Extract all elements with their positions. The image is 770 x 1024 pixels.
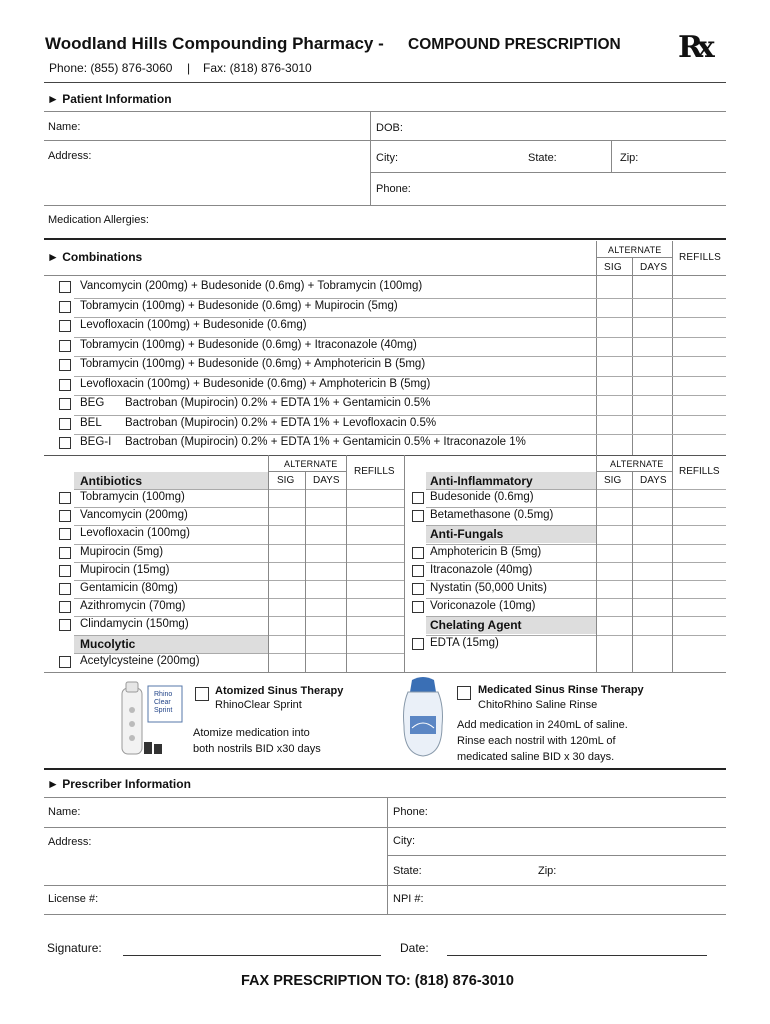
right-med-checkbox[interactable]	[412, 583, 424, 595]
combinations-section-title: ► Combinations	[47, 250, 143, 264]
signature-line[interactable]	[123, 955, 381, 956]
date-line[interactable]	[447, 955, 707, 956]
right-med-checkbox[interactable]	[412, 565, 424, 577]
date-label: Date:	[400, 941, 429, 955]
combo-checkbox[interactable]	[59, 359, 71, 371]
pharmacy-name: Woodland Hills Compounding Pharmacy -	[45, 34, 384, 53]
left-days-header: DAYS	[313, 475, 340, 486]
atomized-therapy-product: RhinoClear Sprint	[215, 699, 302, 711]
rinse-therapy-desc-2: Rinse each nostril with 120mL of	[457, 735, 616, 747]
form-title: COMPOUND PRESCRIPTION	[408, 36, 621, 53]
combo-text: Tobramycin (100mg) + Budesonide (0.6mg) + Mupirocin (5mg)	[80, 299, 398, 312]
mucolytic-item: Acetylcysteine (200mg)	[80, 654, 200, 667]
patient-city-field[interactable]: City:	[376, 152, 398, 164]
combo-row-divider	[74, 337, 726, 338]
antibiotic-item: Vancomycin (200mg)	[80, 509, 188, 522]
antibiotic-checkbox[interactable]	[59, 547, 71, 559]
right-med-item: Nystatin (50,000 Units)	[430, 582, 547, 594]
right-days-header: DAYS	[640, 475, 667, 486]
prescriber-npi-field[interactable]: NPI #:	[393, 893, 424, 905]
atomized-therapy-title: Atomized Sinus Therapy	[215, 685, 344, 697]
right-med-checkbox[interactable]	[412, 601, 424, 613]
combo-code: BEG-I	[80, 436, 112, 448]
atomized-therapy-checkbox[interactable]	[195, 687, 209, 701]
rinse-therapy-product: ChitoRhino Saline Rinse	[478, 699, 598, 711]
right-row-divider	[426, 635, 726, 636]
combo-row-divider	[74, 415, 726, 416]
right-row-divider	[426, 507, 726, 508]
left-alternate-header: ALTERNATE	[284, 459, 338, 469]
prescriber-state-field[interactable]: State:	[393, 865, 422, 877]
combo-code: BEL	[80, 416, 102, 429]
combo-row-divider	[74, 298, 726, 299]
antibiotic-checkbox[interactable]	[59, 492, 71, 504]
combo-row-divider	[74, 317, 726, 318]
right-med-item: Betamethasone (0.5mg)	[430, 509, 554, 522]
patient-phone-field[interactable]: Phone:	[376, 183, 411, 195]
left-row-divider	[74, 562, 404, 563]
combo-checkbox[interactable]	[59, 301, 71, 313]
combo-row-divider	[74, 376, 726, 377]
patient-state-field[interactable]: State:	[528, 152, 557, 164]
combo-text: Tobramycin (100mg) + Budesonide (0.6mg) + Amphotericin B (5mg)	[80, 358, 426, 370]
rinse-therapy-desc-1: Add medication in 240mL of saline.	[457, 719, 628, 731]
combo-checkbox[interactable]	[59, 379, 71, 391]
combo-row-divider	[74, 434, 726, 435]
combo-checkbox[interactable]	[59, 320, 71, 332]
combo-text: Levofloxacin (100mg) + Budesonide (0.6mg) + Amphotericin B (5mg)	[80, 377, 431, 390]
combo-code: BEG	[80, 397, 105, 409]
combo-days-header: DAYS	[640, 262, 668, 273]
combinations-rule	[44, 238, 726, 240]
prescriber-address-field[interactable]: Address:	[48, 836, 92, 848]
rhinoclear-bottle-image	[112, 680, 192, 760]
combo-text: Bactroban (Mupirocin) 0.2% + EDTA 1% + Gentamicin 0.5% + Itraconazole 1%	[125, 436, 526, 448]
atomized-therapy-desc-2: both nostrils BID x30 days	[193, 743, 321, 755]
combo-sig-header: SIG	[604, 262, 622, 273]
combo-text: Vancomycin (200mg) + Budesonide (0.6mg) + Tobramycin (100mg)	[80, 280, 423, 292]
header-rule	[44, 82, 726, 83]
antibiotic-checkbox[interactable]	[59, 601, 71, 613]
left-row-divider	[74, 489, 404, 490]
right-med-checkbox[interactable]	[412, 492, 424, 504]
combo-checkbox[interactable]	[59, 437, 71, 449]
patient-dob-field[interactable]: DOB:	[376, 122, 403, 134]
antibiotics-header: Antibiotics	[80, 474, 142, 488]
antibiotic-checkbox[interactable]	[59, 528, 71, 540]
combo-row-divider	[74, 395, 726, 396]
antibiotic-checkbox[interactable]	[59, 583, 71, 595]
antibiotic-checkbox[interactable]	[59, 619, 71, 631]
right-med-item: Amphotericin B (5mg)	[430, 545, 542, 558]
bottle-label-clear: Clear	[154, 699, 171, 706]
signature-label: Signature:	[47, 941, 102, 955]
atomized-therapy-desc-1: Atomize medication into	[193, 727, 310, 739]
combo-checkbox[interactable]	[59, 398, 71, 410]
header-separator: |	[187, 61, 191, 75]
right-med-checkbox[interactable]	[412, 510, 424, 522]
left-row-divider	[74, 616, 404, 617]
right-row-divider	[426, 544, 726, 545]
right-med-item: Budesonide (0.6mg)	[430, 491, 534, 503]
right-row-divider	[426, 562, 726, 563]
right-med-item: Voriconazole (10mg)	[430, 600, 536, 613]
bottle-label-rhino: Rhino	[154, 691, 173, 698]
patient-section-title: ► Patient Information	[47, 92, 172, 106]
antibiotic-item: Levofloxacin (100mg)	[80, 527, 190, 540]
left-row-divider	[74, 525, 404, 526]
patient-zip-field[interactable]: Zip:	[620, 152, 639, 164]
rinse-therapy-title: Medicated Sinus Rinse Therapy	[478, 684, 644, 696]
left-refills-header: REFILLS	[354, 466, 395, 477]
right-row-divider	[426, 598, 726, 599]
right-sig-header: SIG	[604, 475, 622, 486]
antibiotic-checkbox[interactable]	[59, 565, 71, 577]
combo-text: Bactroban (Mupirocin) 0.2% + EDTA 1% + Levofloxacin 0.5%	[125, 416, 437, 429]
prescriber-phone-field[interactable]: Phone:	[393, 806, 428, 818]
antibiotic-item: Tobramycin (100mg)	[80, 491, 185, 503]
combo-row-divider	[74, 356, 726, 357]
anti-fungals-header: Anti-Fungals	[430, 527, 504, 542]
left-row-divider	[74, 653, 404, 654]
combo-checkbox[interactable]	[59, 418, 71, 430]
right-med-checkbox[interactable]	[412, 547, 424, 559]
mucolytic-header: Mucolytic	[80, 636, 136, 651]
right-row-divider	[426, 489, 726, 490]
pharmacy-phone: Phone: (855) 876-3060	[49, 61, 173, 75]
combo-refills-header: REFILLS	[679, 252, 721, 263]
combo-checkbox[interactable]	[59, 340, 71, 352]
rx-logo: Rx	[678, 30, 709, 65]
anti-inflammatory-header: Anti-Inflammatory	[430, 474, 533, 488]
antibiotic-item: Azithromycin (70mg)	[80, 600, 186, 613]
combo-text: Tobramycin (100mg) + Budesonide (0.6mg) + Itraconazole (40mg)	[80, 338, 417, 351]
fax-prescription-to: FAX PRESCRIPTION TO: (818) 876-3010	[241, 973, 514, 989]
antibiotic-checkbox[interactable]	[59, 510, 71, 522]
right-med-item: Itraconazole (40mg)	[430, 563, 533, 576]
prescriber-name-field[interactable]: Name:	[48, 806, 81, 818]
rinse-bottle-image	[398, 676, 448, 760]
combo-text: Bactroban (Mupirocin) 0.2% + EDTA 1% + Gentamicin 0.5%	[125, 397, 431, 409]
antibiotic-item: Gentamicin (80mg)	[80, 582, 178, 594]
right-alternate-header: ALTERNATE	[610, 459, 664, 469]
right-med-item: EDTA (15mg)	[430, 636, 499, 649]
medication-allergies-field[interactable]: Medication Allergies:	[48, 214, 149, 226]
antibiotic-item: Mupirocin (15mg)	[80, 563, 170, 576]
prescriber-city-field[interactable]: City:	[393, 835, 415, 847]
chelating-agent-header: Chelating Agent	[430, 618, 522, 633]
prescriber-section-title: ► Prescriber Information	[47, 777, 191, 791]
combo-alternate-header: ALTERNATE	[608, 245, 662, 255]
right-row-divider	[426, 580, 726, 581]
patient-address-field[interactable]: Address:	[48, 150, 92, 162]
combo-text: Levofloxacin (100mg) + Budesonide (0.6mg)	[80, 319, 307, 331]
patient-name-field[interactable]: Name:	[48, 121, 81, 133]
antibiotic-item: Mupirocin (5mg)	[80, 545, 164, 558]
left-row-divider	[74, 544, 404, 545]
mucolytic-checkbox[interactable]	[59, 656, 71, 668]
left-row-divider	[74, 580, 404, 581]
combo-checkbox[interactable]	[59, 281, 71, 293]
prescriber-license-field[interactable]: License #:	[48, 893, 99, 905]
prescriber-zip-field[interactable]: Zip:	[538, 865, 557, 877]
antibiotic-item: Clindamycin (150mg)	[80, 618, 189, 631]
right-refills-header: REFILLS	[679, 466, 720, 477]
left-sig-header: SIG	[277, 475, 295, 486]
left-row-divider	[74, 507, 404, 508]
pharmacy-fax: Fax: (818) 876-3010	[203, 61, 312, 75]
left-row-divider	[74, 598, 404, 599]
rinse-therapy-checkbox[interactable]	[457, 686, 471, 700]
rinse-therapy-desc-3: medicated saline BID x 30 days.	[457, 751, 615, 763]
bottle-label-sprint: Sprint	[154, 707, 173, 714]
right-med-checkbox[interactable]	[412, 638, 424, 650]
